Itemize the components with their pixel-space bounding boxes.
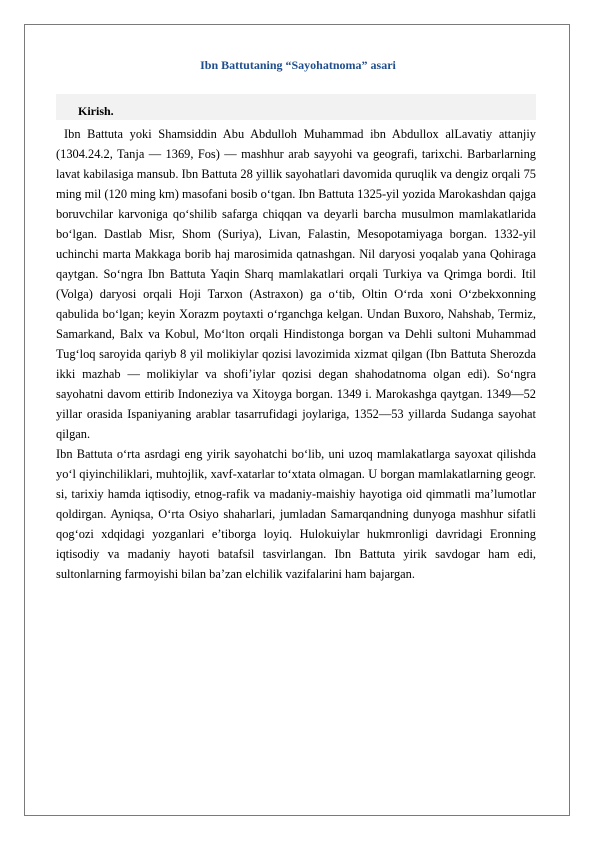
section-heading: Kirish.	[78, 104, 114, 118]
paragraph-introduction: Ibn Battuta yoki Shamsiddin Abu Abdulloh Muhammad ibn Abdullox alLavatiy attanjiy (1304.24.2, Tanja — 1369, Fos) — mashhur arab sayyohi va geografi, tarixchi. Barbarlarning lavat kabilasiga mansub. Ibn Battuta 28 yillik sayohatlari davomida quruqlik va dengiz orqali 75 ming mil (120 ming km) masofani bosib o‘tgan. Ibn Battuta 1325-yil yozida Marokashdan qajga boruvchilar karvoniga qo‘shilib safarga chiqqan va deyarli barcha musulmon mamlakatlarida bo‘lgan. Dastlab Misr, Shom (Suriya), Livan, Falastin, Mesopotamiyaga borgan. 1332-yil uchinchi marta Makkaga borib haj marosimida qatnashgan. Nil daryosi yoqalab yana Qohiraga qaytgan. So‘ngra Ibn Battuta Yaqin Sharq mamlakatlari orqali Turkiya va Qrimga bordi. Itil (Volga) daryosi orqali Hoji Tarxon (Astraxon) ga o‘tib, Oltin O‘rda xoni O‘zbekxonning qabulida bo‘lgan; keyin Xorazm poytaxti o‘rganchga kelgan. Undan Buxoro, Nahshab, Termiz, Samarkand, Balx va Kobul, Mo‘lton orqali Hindistonga borgan va Dehli sultoni Muhammad Tug‘loq saroyida qariyb 8 yil molikiylar qozisi lavozimida xizmat qilgan (Ibn Battuta Sherozda ikki mazhab — molikiylar va shofi’iylar qozisi degan shahodatnoma olgan edi). So‘ngra sayohatni davom ettirib Indoneziya va Xitoyga borgan. 1349 i. Marokashga qaytgan. 1349—52 yillar orasida Ispaniyaning arablar tasarrufidagi joylariga, 1352—53 yillarda Sudanga sayohat qilgan.	[56, 127, 536, 441]
document-body	[56, 124, 536, 584]
document-title: Ibn Battutaning “Sayohatnoma” asari	[200, 58, 396, 72]
section-heading-band	[56, 94, 536, 120]
paragraph-significance: Ibn Battuta o‘rta asrdagi eng yirik sayohatchi bo‘lib, uni uzoq mamlakatlarga sayoxat qilishda yo‘l qiyinchiliklari, muhtojlik, xavf-xatarlar to‘xtata olmagan. U borgan mamlakatlarning geogr. si, tarixiy hamda iqtisodiy, etnog-rafik va madaniy-maishiy hayotiga oid qimmatli ma’lumotlar qoldirgan. Ayniqsa, O‘rta Osiyo shaharlari, jumladan Samarqandning dunyoga mashhur sifatli qog‘ozi xdqidagi yozganlari e’tiborga loyiq. Hulokuiylar hukmronligi davridagi Eronning iqtisodiy va madaniy hayoti batafsil tasvirlangan. Ibn Battuta yirik savdogar ham edi, sultonlarning farmoyishi bilan ba’zan elchilik vazifalarini ham bajargan.	[56, 447, 536, 581]
